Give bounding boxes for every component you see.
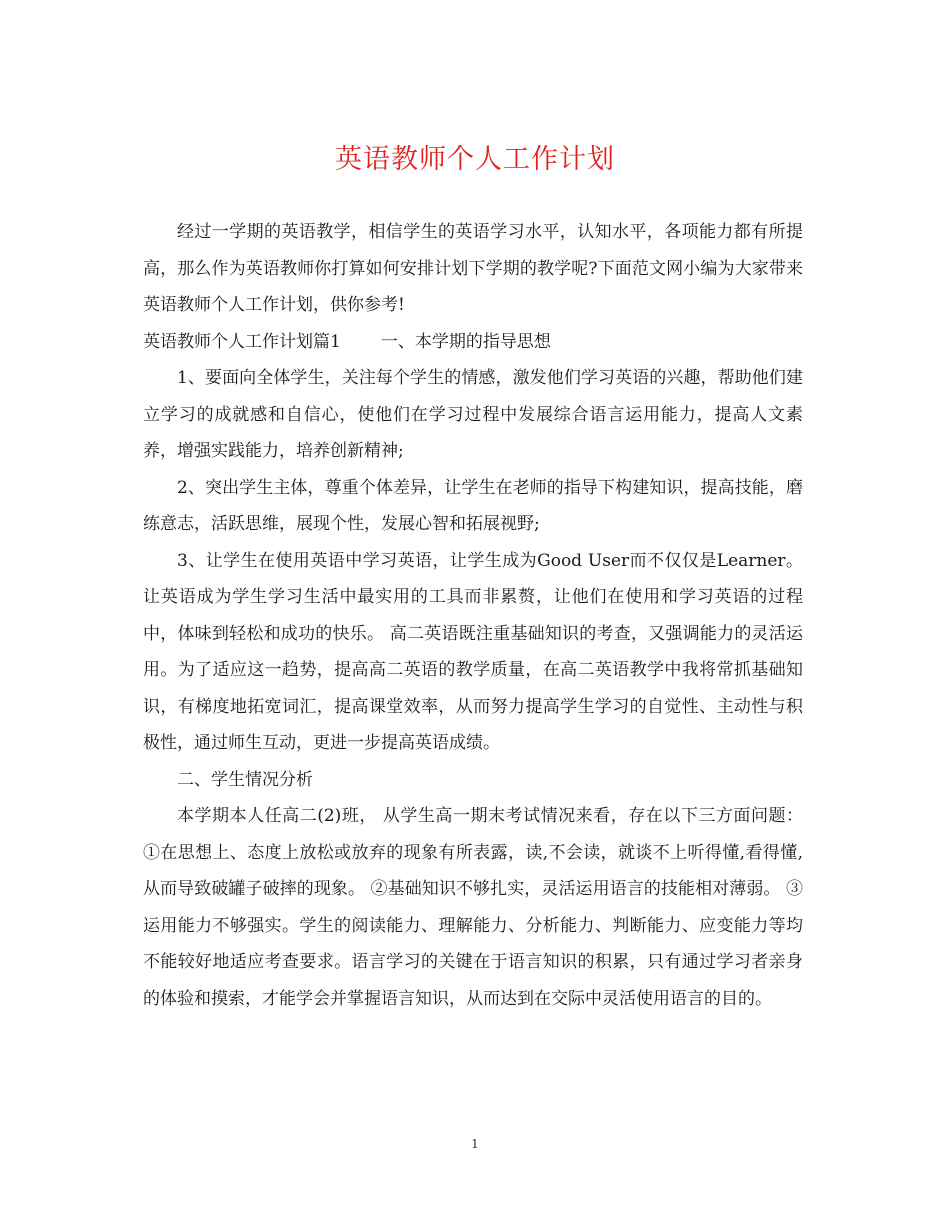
- section1-label: 英语教师个人工作计划篇1: [143, 331, 341, 352]
- point-3-paragraph: 3、让学生在使用英语中学习英语，让学生成为Good User而不仅仅是Learner。让英语成为学生学习生活中最实用的工具而非累赘，让他们在使用和学习英语的过程中，体味到轻松和成功的快乐。 高二英语既注重基础知识的考查，又强调能力的灵活运用。为了适应这一趋势，提高高二英语的教学质量，在高二英语教学中我将常抓基础知识，有梯度地拓宽词汇，提高课堂效率，从而努力提高学生学习的自觉性、主动性与积极性，通过师生互动，更进一步提高英语成绩。: [143, 550, 803, 753]
- intro-paragraph: 经过一学期的英语教学，相信学生的英语学习水平，认知水平，各项能力都有所提高，那么作为英语教师你打算如何安排计划下学期的教学呢?下面范文网小编为大家带来英语教师个人工作计划，供你参考!: [143, 222, 803, 315]
- section1-heading: 一、本学期的指导思想: [380, 331, 551, 352]
- section2-heading: 二、学生情况分析: [177, 769, 313, 790]
- document-body: [143, 214, 803, 1017]
- page-number: 1: [471, 1137, 479, 1151]
- point-2-paragraph: 2、突出学生主体，尊重个体差异，让学生在老师的指导下构建知识，提高技能，磨练意志，活跃思维，展现个性，发展心智和拓展视野;: [143, 477, 803, 534]
- section1-heading-line: [143, 324, 803, 361]
- point-1-paragraph: 1、要面向全体学生，关注每个学生的情感，激发他们学习英语的兴趣，帮助他们建立学习的成就感和自信心，使他们在学习过程中发展综合语言运用能力，提高人文素养，增强实践能力，培养创新精神;: [143, 368, 803, 461]
- document-title: 英语教师个人工作计划: [335, 144, 615, 175]
- analysis-paragraph: 本学期本人任高二(2)班， 从学生高一期末考试情况来看，存在以下三方面问题： ①在思想上、态度上放松或放弃的现象有所表露，读,不会读，就谈不上听得懂,看得懂,从而导致破罐子破摔的现象。 ②基础知识不够扎实，灵活运用语言的技能相对薄弱。 ③运用能力不够强实。学生的阅读能力、理解能力、分析能力、判断能力、应变能力等均不能较好地适应考查要求。语言学习的关键在于语言知识的积累，只有通过学习者亲身的体验和摸索，才能学会并掌握语言知识，从而达到在交际中灵活使用语言的目的。: [143, 806, 803, 1009]
